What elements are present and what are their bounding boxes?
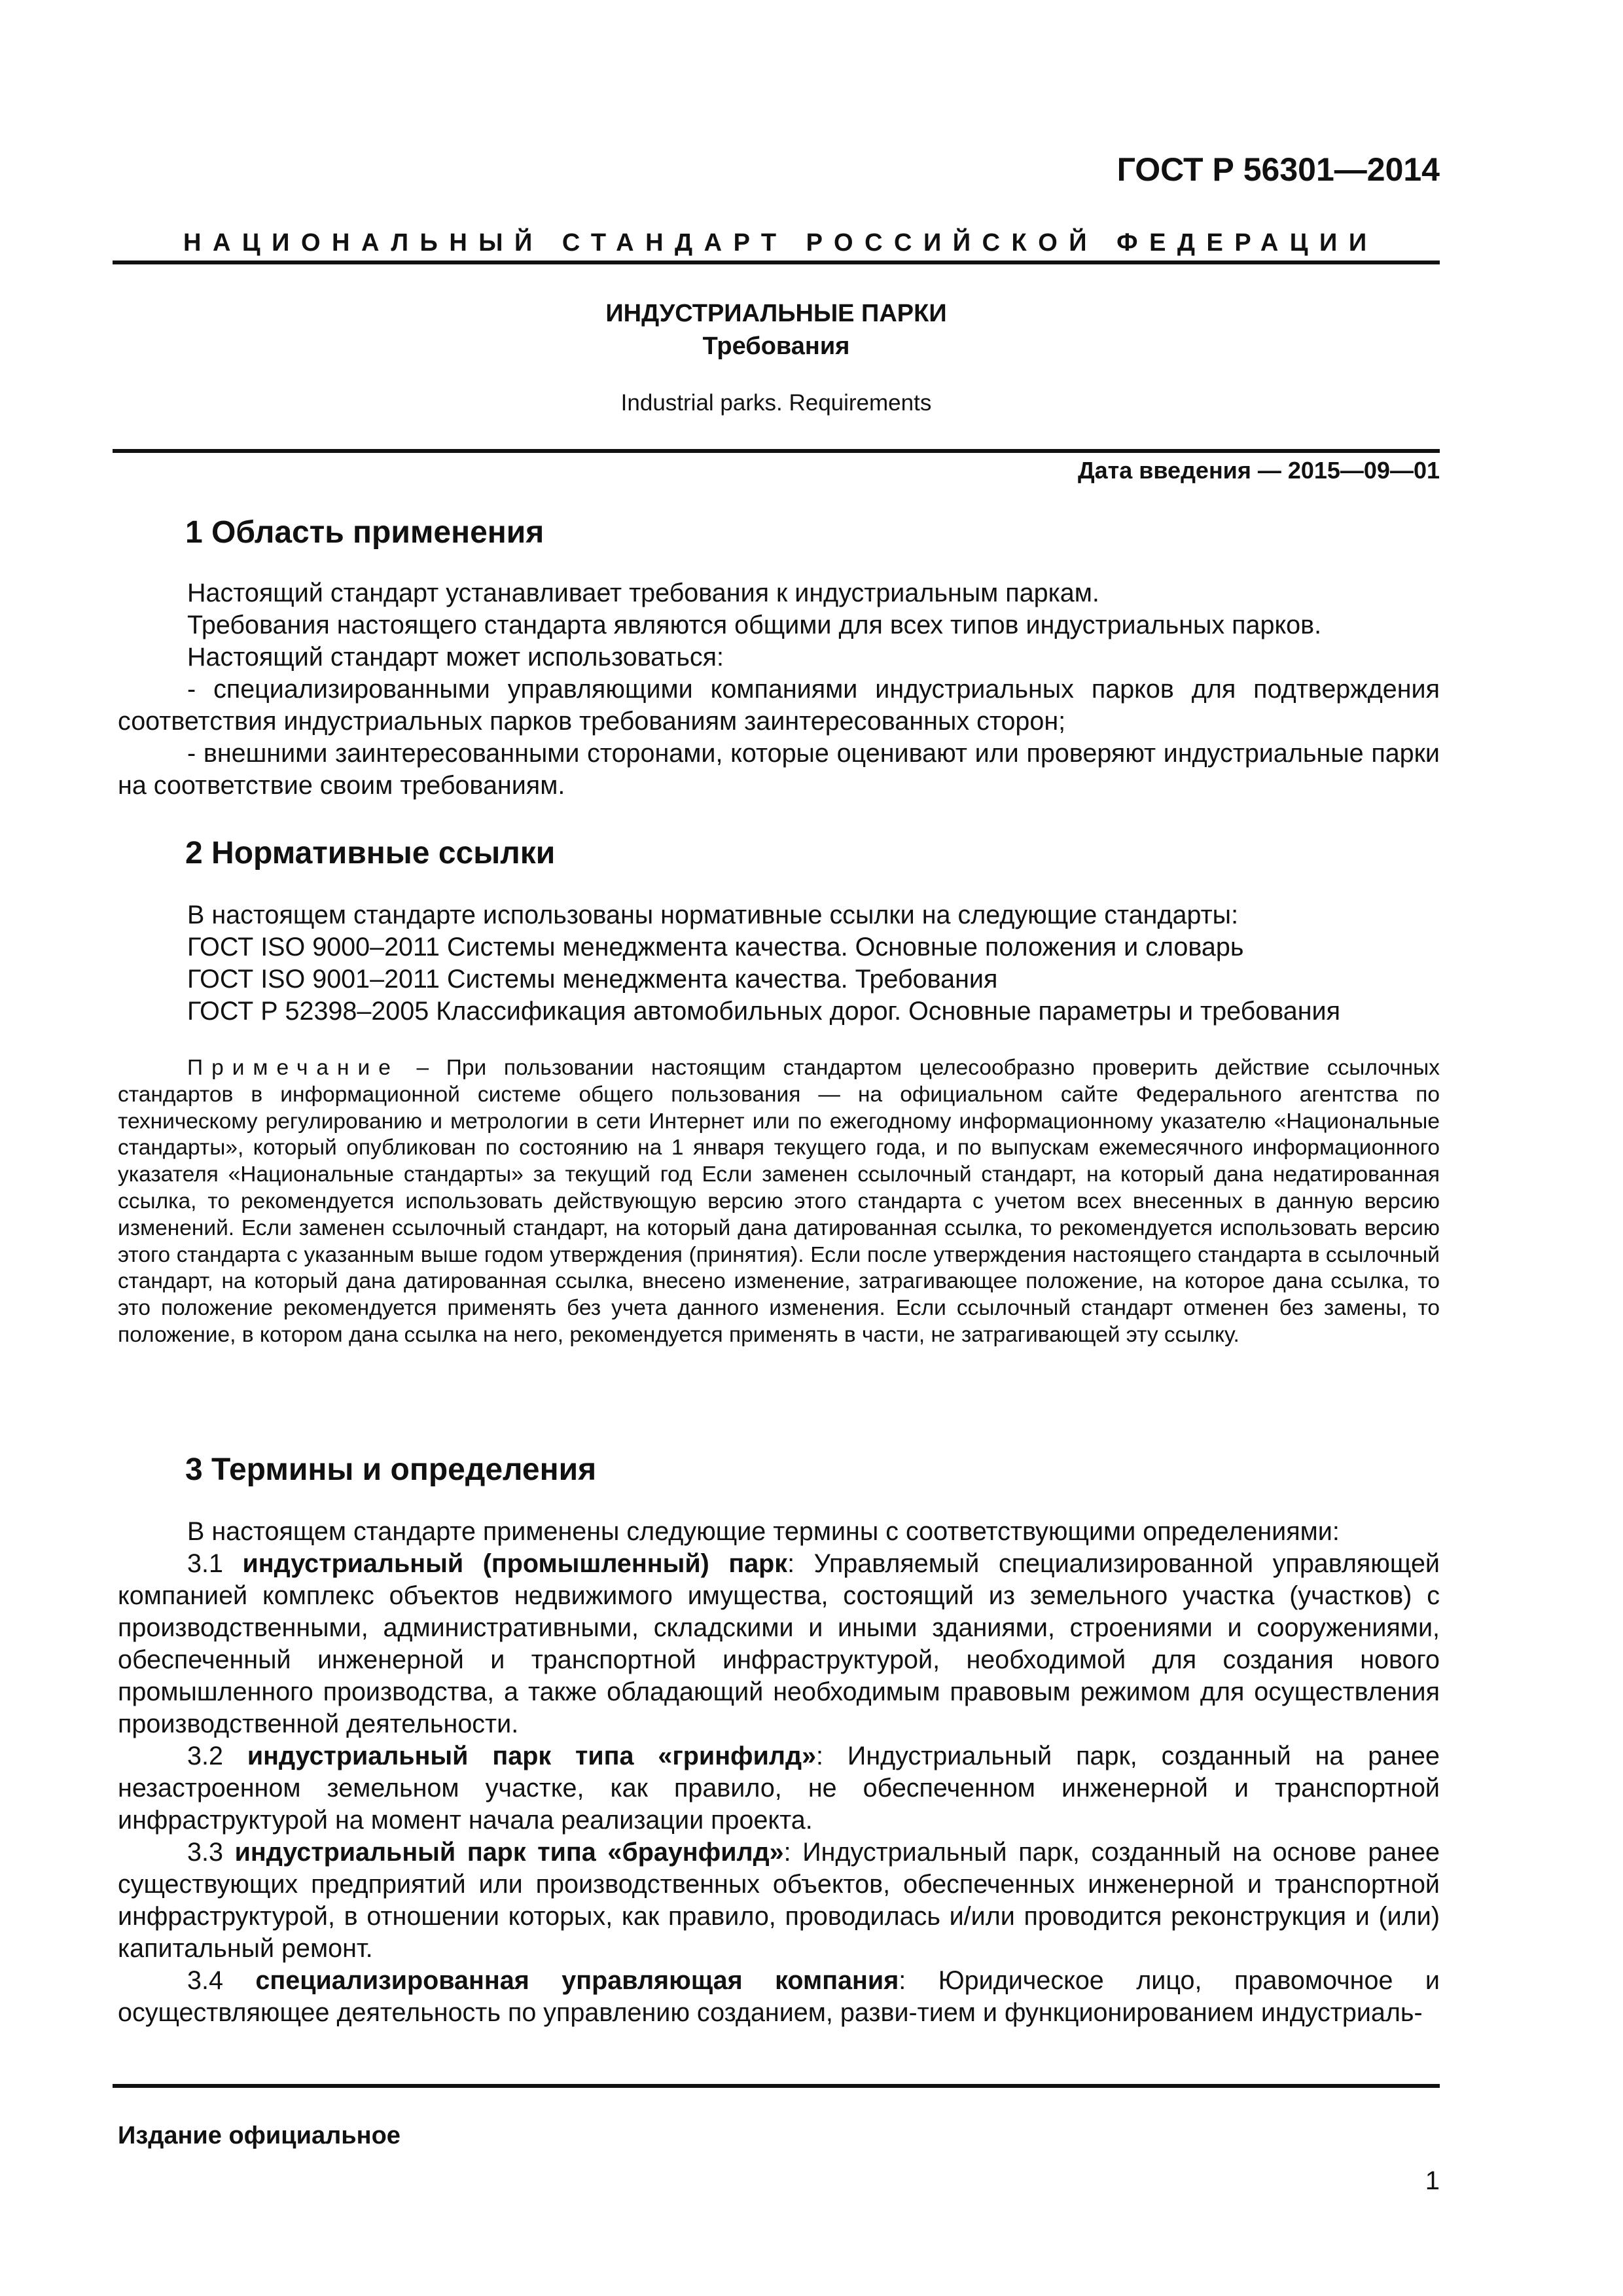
term-name: индустриальный (промышленный) парк <box>242 1549 788 1578</box>
document-subtitle: Требования <box>702 332 850 360</box>
section-3-heading: 3 Термины и определения <box>185 1452 597 1487</box>
paragraph: Настоящий стандарт устанавливает требования к индустриальным паркам. <box>187 579 1099 607</box>
term-number: 3.2 <box>187 1742 247 1770</box>
list-item: - внешними заинтересованными сторонами, которые оценивают или проверяют индустриальные парки на соответствие своим требованиям. <box>118 739 1440 800</box>
term-text: : Юридическое лицо, правомочное и осуществляющее деятельность по управлению созданием, разви-тием и функционированием индустриаль- <box>118 1966 1440 2027</box>
paragraph: Требования настоящего стандарта являются общими для всех типов индустриальных парков. <box>187 611 1322 639</box>
page-number: 1 <box>1425 2166 1440 2195</box>
note-label: Примечание <box>187 1056 399 1080</box>
english-title: Industrial parks. Requirements <box>620 390 932 416</box>
document-title: ИНДУСТРИАЛЬНЫЕ ПАРКИ <box>605 300 947 327</box>
term-number: 3.3 <box>187 1838 235 1867</box>
section-1-body <box>118 577 1440 802</box>
term-definition <box>118 1548 1440 1740</box>
term-name: индустриальный парк типа «гринфилд» <box>247 1742 817 1770</box>
section-1-heading: 1 Область применения <box>185 515 544 550</box>
section-3-body <box>118 1516 1440 2029</box>
term-text: : Управляемый специализированной управляющей компанией комплекс объектов недвижимого имущества, состоящий из земельного участка (участков) с производственными, административными, складскими и иными зданиями, строениями и сооружениями, обеспеченный инженерной и транспортной инфраструктурой, необходимой для создания нового промышленного производства, а также обладающий необходимым правовым режимом для осуществления производственной деятельности. <box>118 1549 1440 1738</box>
official-edition-label: Издание официальное <box>118 2122 401 2149</box>
section-2-body <box>118 899 1440 1028</box>
note-block <box>118 1055 1440 1349</box>
term-definition <box>118 1965 1440 2029</box>
paragraph: В настоящем стандарте использованы нормативные ссылки на следующие стандарты: <box>187 901 1239 929</box>
term-text: : Индустриальный парк, созданный на основе ранее существующих предприятий или производственных объектов, обеспеченных инженерной и транспортной инфраструктурой, в отношении которых, как правило, проводилась и/или проводится реконструкция и (или) капитальный ремонт. <box>118 1838 1440 1963</box>
reference-item: ГОСТ ISO 9000–2011 Системы менеджмента качества. Основные положения и словарь <box>187 933 1244 961</box>
term-text: : Индустриальный парк, созданный на ранее незастроенном земельном участке, как правило, не обеспеченном инженерной и транспортной инфраструктурой на момент начала реализации проекта. <box>118 1742 1440 1835</box>
paragraph: Настоящий стандарт может использоваться: <box>187 643 724 672</box>
section-2-heading: 2 Нормативные ссылки <box>185 836 556 870</box>
term-definition <box>118 1740 1440 1837</box>
title-rule <box>113 449 1440 453</box>
term-name: индустриальный парк типа «браунфилд» <box>234 1838 784 1867</box>
term-number: 3.4 <box>187 1966 256 1995</box>
term-number: 3.1 <box>187 1549 243 1578</box>
header-rule <box>113 260 1440 264</box>
reference-item: ГОСТ Р 52398–2005 Классификация автомобильных дорог. Основные параметры и требования <box>187 997 1340 1026</box>
note-text: – При пользовании настоящим стандартом целесообразно проверить действие ссылочных стандартов в информационной системе общего пользования — на официальном сайте Федерального агентства по техническому регулированию и метрологии в сети Интернет или по ежегодному информационному указателю «Национальные стандарты», который опубликован по состоянию на 1 января текущего года, и по выпускам ежемесячного информационного указателя «Национальные стандарты» за текущий год Если заменен ссылочный стандарт, на который дана недатированная ссылка, то рекомендуется использовать действующую версию этого стандарта с учетом всех внесенных в данную версию изменений. Если заменен ссылочный стандарт, на который дана датированная ссылка, то рекомендуется использовать версию этого стандарта с указанным выше годом утверждения (принятия). Если после утверждения настоящего стандарта в ссылочный стандарт, на который дана датированная ссылка, внесено изменение, затрагивающее положение, на которое дана ссылка, то это положение рекомендуется применять без учета данного изменения. Если ссылочный стандарт отменен без замены, то положение, в котором дана ссылка на него, рекомендуется применять в части, не затрагивающей эту ссылку. <box>118 1056 1440 1347</box>
effective-date: Дата введения — 2015—09—01 <box>1077 457 1440 484</box>
term-name: специализированная управляющая компания <box>255 1966 899 1995</box>
reference-item: ГОСТ ISO 9001–2011 Системы менеджмента качества. Требования <box>187 965 998 994</box>
document-number: ГОСТ Р 56301—2014 <box>1116 151 1440 188</box>
national-standard-banner: НАЦИОНАЛЬНЫЙ СТАНДАРТ РОССИЙСКОЙ ФЕДЕРАЦИИ <box>183 229 1378 257</box>
paragraph: В настоящем стандарте применены следующие термины с соответствующими определениями: <box>187 1517 1340 1546</box>
term-definition <box>118 1837 1440 1965</box>
footer-rule <box>113 2084 1440 2088</box>
list-item: - специализированными управляющими компаниями индустриальных парков для подтверждения соответствия индустриальных парков требованиям заинтересованных сторон; <box>118 675 1440 736</box>
